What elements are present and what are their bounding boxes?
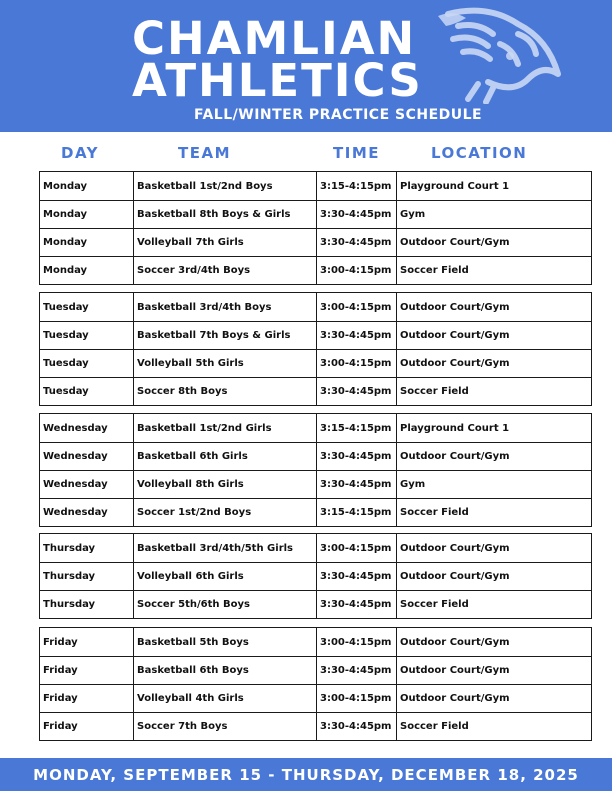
schedule-group-friday bbox=[39, 627, 592, 741]
cell-location: Outdoor Court/Gym bbox=[396, 534, 591, 562]
cell-day: Tuesday bbox=[43, 330, 89, 341]
table-row bbox=[40, 321, 591, 349]
cell-time: 3:00-4:15pm bbox=[316, 534, 396, 562]
cell-team: Soccer 5th/6th Boys bbox=[133, 591, 316, 618]
cell-day: Wednesday bbox=[43, 479, 108, 490]
cell-location: Gym bbox=[396, 471, 591, 498]
cell-day: Friday bbox=[43, 665, 78, 676]
table-row bbox=[40, 656, 591, 684]
cell-time: 3:00-4:15pm bbox=[316, 257, 396, 284]
cell-location: Soccer Field bbox=[396, 257, 591, 284]
table-row bbox=[40, 590, 591, 618]
schedule-subtitle: FALL/WINTER PRACTICE SCHEDULE bbox=[194, 107, 483, 123]
cell-team: Basketball 6th Boys bbox=[133, 657, 316, 684]
cell-time: 3:00-4:15pm bbox=[316, 293, 396, 321]
cell-team: Volleyball 8th Girls bbox=[133, 471, 316, 498]
table-row bbox=[40, 628, 591, 656]
cell-team: Basketball 8th Boys & Girls bbox=[133, 201, 316, 228]
schedule-group-thursday bbox=[39, 533, 592, 619]
cell-location: Soccer Field bbox=[396, 499, 591, 526]
cell-team: Basketball 1st/2nd Girls bbox=[133, 414, 316, 442]
cell-time: 3:30-4:45pm bbox=[316, 322, 396, 349]
cell-day: Tuesday bbox=[43, 386, 89, 397]
table-row bbox=[40, 712, 591, 740]
cell-day: Friday bbox=[43, 721, 78, 732]
table-row bbox=[40, 293, 591, 321]
cell-day: Thursday bbox=[43, 599, 96, 610]
cell-time: 3:30-4:45pm bbox=[316, 471, 396, 498]
cell-team: Soccer 1st/2nd Boys bbox=[133, 499, 316, 526]
cell-team: Volleyball 6th Girls bbox=[133, 563, 316, 590]
cell-team: Volleyball 5th Girls bbox=[133, 350, 316, 377]
column-header-day: DAY bbox=[61, 144, 99, 162]
cell-time: 3:15-4:15pm bbox=[316, 414, 396, 442]
cell-day: Monday bbox=[43, 237, 88, 248]
header-banner bbox=[0, 0, 612, 132]
cell-time: 3:30-4:45pm bbox=[316, 713, 396, 740]
cell-location: Outdoor Court/Gym bbox=[396, 563, 591, 590]
cell-time: 3:30-4:45pm bbox=[316, 229, 396, 256]
table-row bbox=[40, 349, 591, 377]
cell-time: 3:30-4:45pm bbox=[316, 657, 396, 684]
tiger-head-icon bbox=[418, 4, 568, 104]
cell-location: Outdoor Court/Gym bbox=[396, 685, 591, 712]
cell-day: Monday bbox=[43, 209, 88, 220]
cell-team: Basketball 7th Boys & Girls bbox=[133, 322, 316, 349]
cell-day: Monday bbox=[43, 180, 88, 192]
table-row bbox=[40, 414, 591, 442]
cell-location: Outdoor Court/Gym bbox=[396, 293, 591, 321]
cell-day: Tuesday bbox=[43, 301, 89, 313]
cell-time: 3:15-4:15pm bbox=[316, 499, 396, 526]
table-row bbox=[40, 377, 591, 405]
cell-team: Basketball 5th Boys bbox=[133, 628, 316, 656]
cell-location: Outdoor Court/Gym bbox=[396, 628, 591, 656]
table-row bbox=[40, 470, 591, 498]
cell-team: Basketball 6th Girls bbox=[133, 443, 316, 470]
cell-team: Volleyball 7th Girls bbox=[133, 229, 316, 256]
cell-day: Friday bbox=[43, 693, 78, 704]
cell-team: Soccer 3rd/4th Boys bbox=[133, 257, 316, 284]
table-row bbox=[40, 256, 591, 284]
column-header-time: TIME bbox=[333, 144, 380, 162]
cell-time: 3:00-4:15pm bbox=[316, 685, 396, 712]
column-header-team: TEAM bbox=[178, 144, 232, 162]
cell-location: Playground Court 1 bbox=[396, 172, 591, 200]
table-row bbox=[40, 442, 591, 470]
title-line-1: CHAMLIAN bbox=[132, 12, 417, 65]
cell-location: Outdoor Court/Gym bbox=[396, 229, 591, 256]
cell-day: Thursday bbox=[43, 571, 96, 582]
table-row bbox=[40, 534, 591, 562]
cell-team: Basketball 3rd/4th/5th Girls bbox=[133, 534, 316, 562]
cell-day: Tuesday bbox=[43, 358, 89, 369]
cell-day: Friday bbox=[43, 636, 78, 648]
cell-day: Thursday bbox=[43, 542, 96, 554]
cell-day: Wednesday bbox=[43, 451, 108, 462]
cell-team: Volleyball 4th Girls bbox=[133, 685, 316, 712]
cell-time: 3:30-4:45pm bbox=[316, 563, 396, 590]
column-header-location: LOCATION bbox=[431, 144, 528, 162]
table-row bbox=[40, 200, 591, 228]
table-row bbox=[40, 684, 591, 712]
cell-team: Basketball 1st/2nd Boys bbox=[133, 172, 316, 200]
cell-time: 3:00-4:15pm bbox=[316, 628, 396, 656]
cell-day: Wednesday bbox=[43, 507, 108, 518]
cell-day: Wednesday bbox=[43, 422, 108, 434]
cell-location: Outdoor Court/Gym bbox=[396, 443, 591, 470]
cell-location: Outdoor Court/Gym bbox=[396, 322, 591, 349]
cell-location: Soccer Field bbox=[396, 713, 591, 740]
cell-time: 3:00-4:15pm bbox=[316, 350, 396, 377]
schedule-group-monday bbox=[39, 171, 592, 285]
cell-location: Gym bbox=[396, 201, 591, 228]
cell-team: Soccer 8th Boys bbox=[133, 378, 316, 405]
cell-time: 3:30-4:45pm bbox=[316, 443, 396, 470]
cell-team: Basketball 3rd/4th Boys bbox=[133, 293, 316, 321]
cell-time: 3:30-4:45pm bbox=[316, 378, 396, 405]
cell-time: 3:30-4:45pm bbox=[316, 201, 396, 228]
column-headers bbox=[0, 144, 612, 166]
footer-date-range: MONDAY, SEPTEMBER 15 - THURSDAY, DECEMBER 18, 2025 bbox=[0, 758, 612, 791]
schedule-group-tuesday bbox=[39, 292, 592, 406]
cell-day: Monday bbox=[43, 265, 88, 276]
table-row bbox=[40, 172, 591, 200]
cell-time: 3:15-4:15pm bbox=[316, 172, 396, 200]
cell-location: Playground Court 1 bbox=[396, 414, 591, 442]
cell-location: Soccer Field bbox=[396, 591, 591, 618]
cell-time: 3:30-4:45pm bbox=[316, 591, 396, 618]
cell-location: Outdoor Court/Gym bbox=[396, 657, 591, 684]
cell-location: Outdoor Court/Gym bbox=[396, 350, 591, 377]
cell-location: Soccer Field bbox=[396, 378, 591, 405]
table-row bbox=[40, 562, 591, 590]
table-row bbox=[40, 498, 591, 526]
schedule-group-wednesday bbox=[39, 413, 592, 527]
title-line-2: ATHLETICS bbox=[132, 54, 423, 107]
table-row bbox=[40, 228, 591, 256]
cell-team: Soccer 7th Boys bbox=[133, 713, 316, 740]
